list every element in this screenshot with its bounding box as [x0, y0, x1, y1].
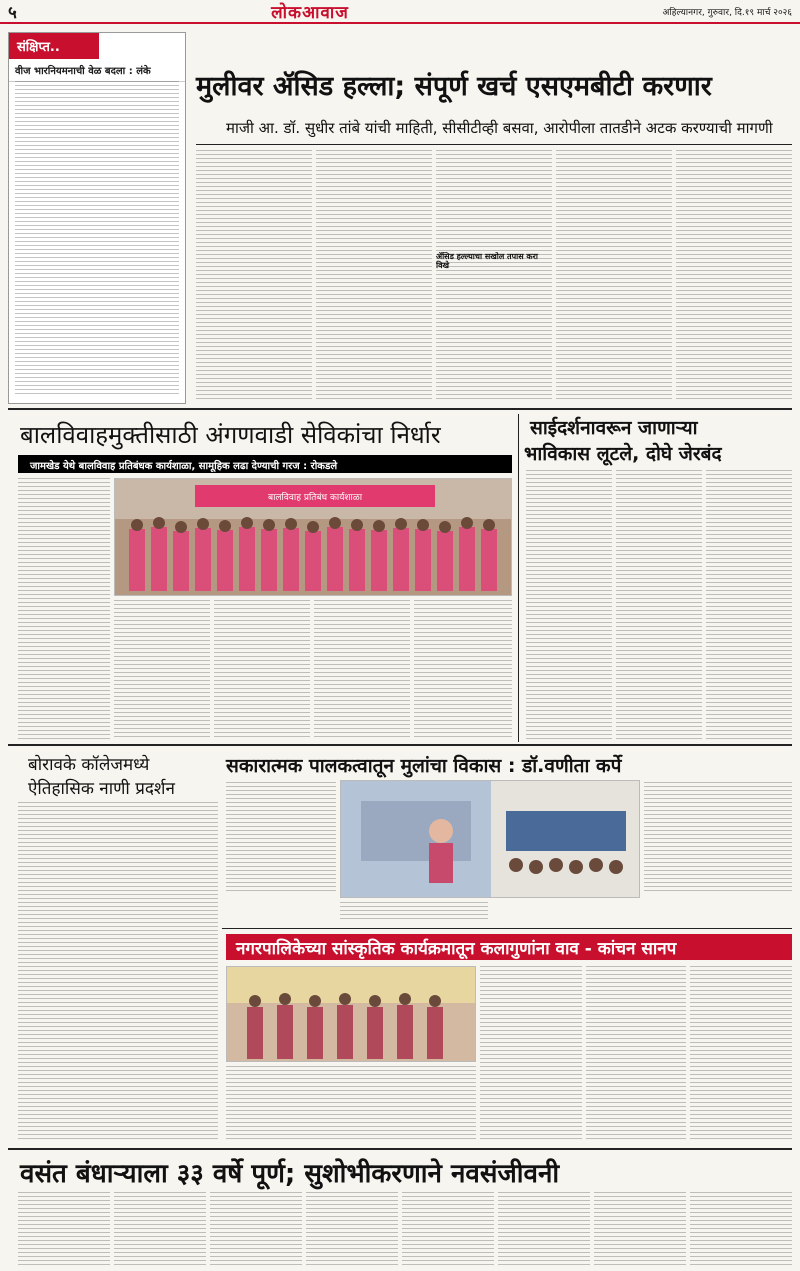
parenting-photo	[340, 780, 640, 898]
divider	[8, 744, 792, 746]
parenting-col1	[226, 782, 336, 892]
divider	[196, 144, 792, 145]
anganwadi-col5	[414, 600, 512, 740]
anganwadi-subhead: जामखेड येथे बालविवाह प्रतिबंधक कार्यशाळा, सामूहिक लढा देण्याची गरज : रोकडले	[18, 455, 512, 473]
parenting-headline: सकारात्मक पालकत्वातून मुलांचा विकास : डॉ.वणीता कर्पे	[226, 755, 622, 777]
vasant-col7	[594, 1192, 686, 1266]
brief-body-text	[15, 81, 179, 397]
nagarpalika-col4	[690, 966, 792, 1142]
borawake-headline-line1: बोरावके कॉलेजमध्ये	[28, 755, 150, 775]
divider	[222, 928, 792, 929]
acid-story-col5	[676, 150, 792, 400]
page-number: ५	[8, 2, 17, 23]
vasant-col5	[402, 1192, 494, 1266]
vasant-col1	[18, 1192, 110, 1266]
parenting-col3	[644, 782, 792, 892]
divider	[8, 1148, 792, 1150]
borawake-headline-line2: ऐतिहासिक नाणी प्रदर्शन	[28, 779, 175, 799]
brief-title: वीज भारनियमनाची वेळ बदला : लंके	[9, 59, 185, 82]
divider	[8, 408, 792, 410]
vasant-col6	[498, 1192, 590, 1266]
acid-inner-title: ॲसिड हल्ल्याचा सखोल तपास करा विखे	[436, 252, 538, 270]
vasant-col8	[690, 1192, 792, 1266]
anganwadi-col1	[18, 478, 110, 740]
vasant-col3	[210, 1192, 302, 1266]
shirdi-headline-line1: साईदर्शनावरून जाणाऱ्या	[530, 417, 698, 439]
vasant-col4	[306, 1192, 398, 1266]
acid-story-col4	[556, 150, 672, 400]
parenting-col2b	[340, 902, 488, 922]
vasant-headline: वसंत बंधाऱ्याला ३३ वर्षे पूर्ण; सुशोभीकरणाने नवसंजीवनी	[20, 1159, 560, 1189]
masthead	[0, 0, 800, 24]
anganwadi-col4	[314, 600, 410, 740]
anganwadi-photo	[114, 478, 512, 596]
shirdi-col3	[706, 470, 792, 740]
acid-story-col1	[196, 150, 312, 400]
nagarpalika-col3	[586, 966, 686, 1142]
borawake-body-text	[18, 802, 218, 1142]
anganwadi-headline: बालविवाहमुक्तीसाठी अंगणवाडी सेविकांचा निर्धार	[20, 421, 441, 449]
acid-story-headline: मुलीवर ॲसिड हल्ला; संपूर्ण खर्च एसएमबीटी करणार	[196, 71, 712, 102]
dateline: अहिल्यानगर, गुरुवार, दि.१९ मार्च २०२६	[662, 7, 792, 18]
acid-story-col3	[436, 150, 552, 400]
divider	[518, 414, 519, 742]
shirdi-col2	[616, 470, 702, 740]
acid-story-col2	[316, 150, 432, 400]
nagarpalika-col2	[480, 966, 582, 1142]
anganwadi-banner-text: बालविवाह प्रतिबंध कार्यशाळा	[267, 493, 363, 503]
newspaper-brand: लोकआवाज	[271, 2, 349, 23]
acid-story-subhead: माजी आ. डॉ. सुधीर तांबे यांची माहिती, सीसीटीव्ही बसवा, आरोपीला तातडीने अटक करण्याची मागणी	[226, 119, 773, 137]
anganwadi-col3	[214, 600, 310, 740]
brief-column	[8, 32, 186, 404]
nagarpalika-photo	[226, 966, 476, 1062]
shirdi-headline-line2: भाविकास लूटले, दोघे जेरबंद	[524, 443, 722, 465]
vasant-col2	[114, 1192, 206, 1266]
shirdi-col1	[526, 470, 612, 740]
brief-heading: संक्षिप्त..	[9, 33, 99, 59]
nagarpalika-headline: नगरपालिकेच्या सांस्कृतिक कार्यक्रमातून कलागुणांना वाव - कांचन सानप	[226, 934, 792, 960]
nagarpalika-col1	[226, 1066, 476, 1142]
anganwadi-col2	[114, 600, 210, 740]
